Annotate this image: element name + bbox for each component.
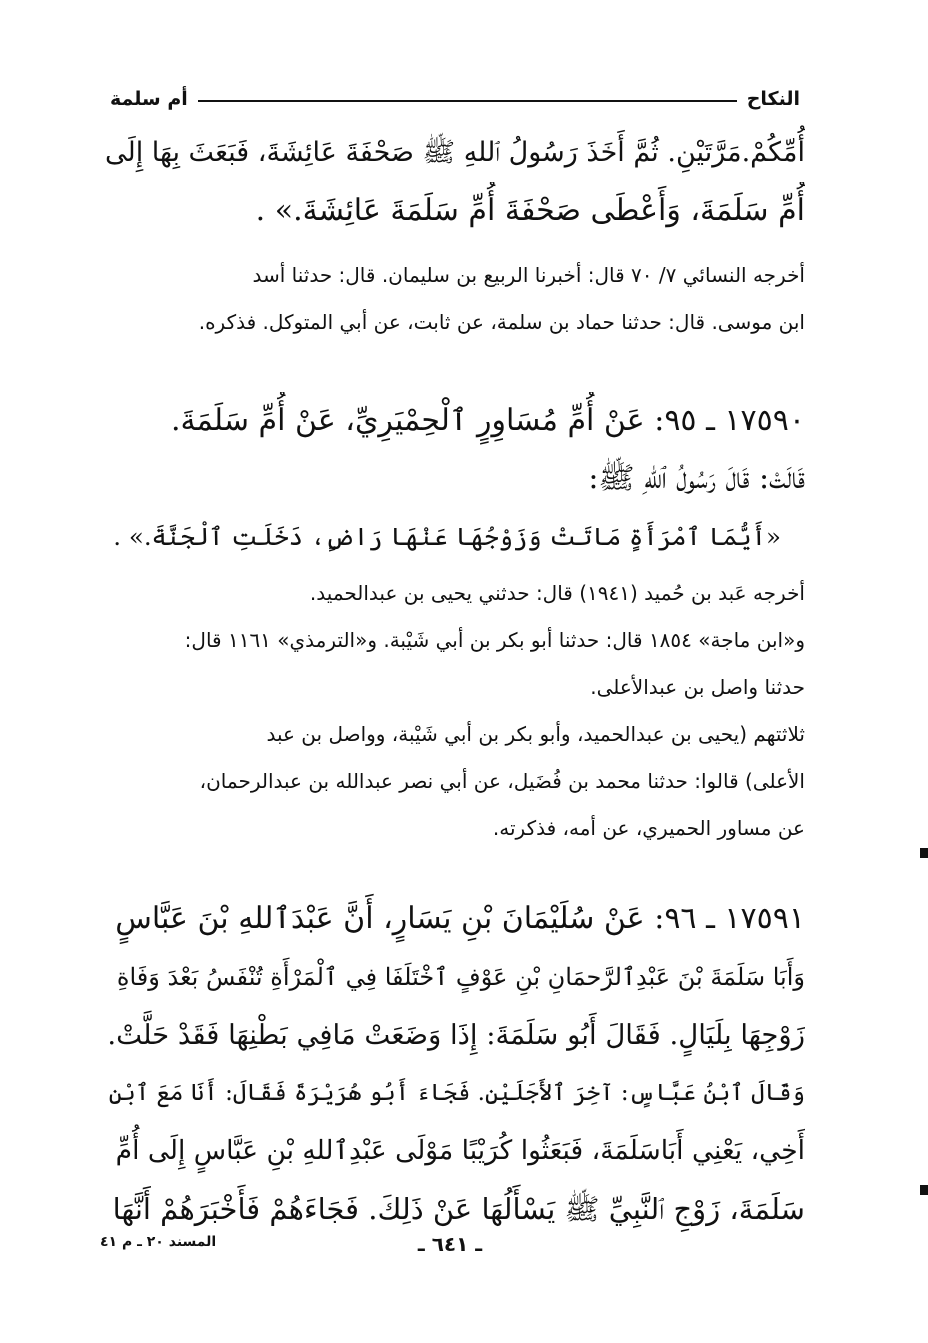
note-line: حدثنا واصل بن عبدالأعلى. — [590, 675, 805, 699]
note-line: ابن موسى. قال: حدثنا حماد بن سلمة، عن ثابت، عن أبي المتوكل. فذكره. — [198, 310, 805, 334]
hadith-quote: «أَيُّمَا ٱمْرَأَةٍ مَاتَتْ وَزَوْجُهَا عَنْهَا رَاضٍ، دَخَلَتِ ٱلْجَنَّةَ.» . — [113, 522, 781, 551]
hadith-heading: ١٧٥٩١ ـ ٩٦: عَنْ سُلَيْمَانَ بْنِ يَسَارٍ، أَنَّ عَبْدَٱللهِ بْنَ عَبَّاسٍ — [115, 901, 805, 936]
text-line: أَخِي، يَعْنِي أَبَاسَلَمَةَ، فَبَعَثُوا كُرَيْبًا مَوْلَى عَبْدِٱللهِ بْنِ عَبَّاسٍ إِلَى أُمِّ — [115, 1135, 805, 1166]
section-title: أم سلمة — [110, 88, 188, 110]
text-line: وَقَالَ ٱبْنُ عَبَّاسٍ: آخِرَ ٱلأَجَلَيْنِ. فَجَاءَ أَبُو هُرَيْرَةَ فَقَالَ: أَنَا مَعَ ٱبْنِ — [108, 1080, 805, 1106]
note-line: أخرجه النسائي ٧/ ٧٠ قال: أخبرنا الربيع بن سليمان. قال: حدثنا أسد — [252, 263, 805, 287]
takhrij-95 — [105, 570, 805, 852]
text-line: زَوْجِهَا بِلَيَالٍ. فَقَالَ أَبُو سَلَمَةَ: إِذَا وَضَعَتْ مَافِي بَطْنِهَا فَقَدْ حَلَّتْ. — [107, 1019, 805, 1051]
takhrij-note — [105, 252, 805, 346]
edge-mark — [920, 1185, 928, 1195]
text-line: سَلَمَةَ، زَوْجِ ٱلنَّبِيِّ ﷺ يَسْأَلُهَا عَنْ ذَلِكَ. فَجَاءَهُمْ فَأَخْبَرَهُمْ أَنَّهَا — [112, 1192, 805, 1226]
text-line: وَأَبَا سَلَمَةَ بْنَ عَبْدِٱلرَّحمَانِ بْنِ عَوْفٍ ٱخْتَلَفَا فِي ٱلْمَرْأَةِ تُنْفَسُ بَعْدَ وَفَاةِ — [116, 963, 805, 991]
page-number: ـ ٦٤١ ـ — [417, 1232, 483, 1256]
text-line: أُمِّكُمْ.مَرَّتَيْنِ. ثُمَّ أَخَذَ رَسُولُ ٱللهِ ﷺ صَحْفَةَ عَائِشَةَ، فَبَعَثَ بِهَا إِلَى — [105, 137, 805, 168]
note-line: أخرجه عَبد بن حُميد (١٩٤١) قال: حدثني يحيى بن عبدالحميد. — [309, 581, 805, 605]
edge-mark — [920, 848, 928, 858]
chapter-title: النكاح — [746, 88, 800, 110]
note-line: عن مساور الحميري، عن أمه، فذكرته. — [492, 816, 805, 840]
note-line: الأعلى) قالوا: حدثنا محمد بن فُضَيل، عن أبي نصر عبدالله بن عبدالرحمان، — [199, 769, 805, 793]
text-line: قَالَتْ: قَالَ رَسُولُ ٱللهِ ﷺ: — [588, 461, 805, 496]
text-line: أُمِّ سَلَمَةَ، وَأَعْطَى صَحْفَةَ أُمِّ سَلَمَةَ عَائِشَةَ.» . — [255, 193, 805, 228]
page-footer — [100, 1232, 800, 1262]
header-rule — [198, 100, 737, 102]
signature-mark: المسند ٢٠ ـ م ٤١ — [100, 1234, 217, 1250]
running-header — [110, 84, 800, 114]
note-line: ثلاثتهم (يحيى بن عبدالحميد، وأبو بكر بن أبي شَيْبة، وواصل بن عبد — [266, 722, 805, 746]
hadith-95 — [105, 392, 805, 566]
hadith-text-continued — [105, 124, 805, 240]
note-line: و«ابن ماجة» ١٨٥٤ قال: حدثنا أبو بكر بن أبي شَيْبة. و«الترمذي» ١١٦١ قال: — [184, 628, 805, 652]
hadith-heading: ١٧٥٩٠ ـ ٩٥: عَنْ أُمِّ مُسَاوِرٍ ٱلْحِمْيَرِيِّ، عَنْ أُمِّ سَلَمَةَ. — [170, 403, 805, 438]
hadith-96 — [105, 890, 805, 1238]
